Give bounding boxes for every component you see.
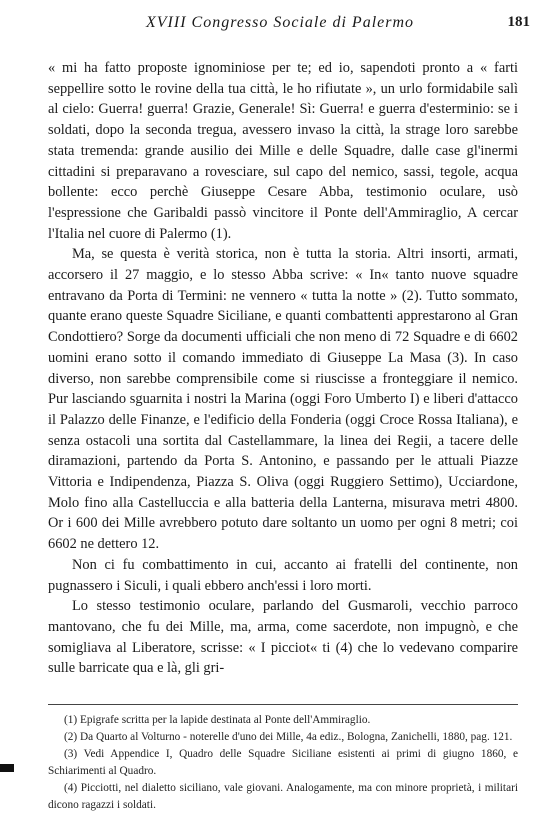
header-title: XVIII Congresso Sociale di Palermo xyxy=(145,14,415,31)
page-number: 181 xyxy=(507,14,530,30)
footnote-4: (4) Picciotti, nel dialetto siciliano, vale giovani. Analogamente, ma con minore proprietà, i militari dicono ragazzi i soldati. xyxy=(48,782,518,811)
paragraph-3: Non ci fu combattimento in cui, accanto ai fratelli del continente, non pugnassero i Siculi, i quali ebbero anch'essi i loro morti. xyxy=(48,556,518,594)
margin-scan-mark xyxy=(0,764,14,772)
footnote-1: (1) Epigrafe scritta per la lapide destinata al Ponte dell'Ammiraglio. xyxy=(64,714,371,726)
paragraph-2: Ma, se questa è verità storica, non è tutta la storia. Altri insorti, armati, accorsero il 27 maggio, e lo stesso Abba scrive: « In« tanto nuove squadre entravano da Porta di Termini: ne vennero « tutta la notte » (2). Tutto sommato, quante erano queste Squadre Siciliane, e quanti combattenti apprestarono al Gran Condottiero? Sorge da documenti ufficiali che non meno di 72 Squadre e di 6602 uomini erano sotto il comando immediato di Giuseppe La Masa (3). In caso diverso, non sarebbe comprensibile come si riuscisse a fronteggiare il nemico. Pur lasciando sguarnita i nostri la Marina (oggi Foro Umberto I) e liberi d'attacco il Palazzo delle Finanze, e l'edificio della Fonderia (oggi Croce Rossa Italiana), e senza ostacoli una sortita dal Castellammare, la linea dei Regii, a tacere delle diramazioni, partendo da Porta S. Antonino, e passando per le attuali Piazze Vittoria e Indipendenza, Piazza S. Oliva (oggi Ruggiero Settimo), Ucciardone, Molo fino alla Castelluccia e alla batteria della Lanterna, misurava metri 4800. Or i 600 dei Mille avrebbero potuto dare soltanto un uomo per ogni 8 metri; coi 6602 ne dettero 12. xyxy=(48,246,518,553)
paragraph-4: Lo stesso testimonio oculare, parlando del Gusmaroli, vecchio parroco mantovano, che fu dei Mille, ma, arma, come sacerdote, non impugnò, e che somigliava al Liberatore, scrisse: « I picciot« ti (4) che lo vedevano comparire sulle barricate qua e là, gli gri- xyxy=(48,598,518,677)
footnote-2: (2) Da Quarto al Volturno - noterelle d'uno dei Mille, 4a ediz., Bologna, Zanichelli, 1880, pag. 121. xyxy=(64,731,513,743)
footnote-3: (3) Vedi Appendice I, Quadro delle Squadre Siciliane esistenti ai primi di giugno 1860, e Schiarimenti al Quadro. xyxy=(48,748,518,777)
footnote-divider xyxy=(48,704,518,705)
main-text xyxy=(48,58,518,679)
paragraph-1: « mi ha fatto proposte ignominiose per te; ed io, sapendoti pronto a « farti seppellire sotto le rovine della tua città, le ho rifiutate », un urlo formidabile salì al cielo: Guerra! guerra! Grazie, Generale! Sì: Guerra! e guerra d'esterminio: se i soldati, dopo la seconda tregua, avessero invaso la città, la strage loro sarebbe stata tremenda: grande ausilio dei Mille e delle Squadre, dalle case gl'inermi cittadini si preparavano a rovesciare, sul capo del nemico, sassi, tegole, acqua bollente: ecco perchè Giuseppe Cesare Abba, testimonio oculare, usò l'espressione che Garibaldi passò vincitore il Ponte dell'Ammiraglio, A cercar l'Italia nel cuore di Palermo (1). xyxy=(48,60,518,242)
footnotes xyxy=(48,712,518,814)
running-header xyxy=(30,14,530,38)
